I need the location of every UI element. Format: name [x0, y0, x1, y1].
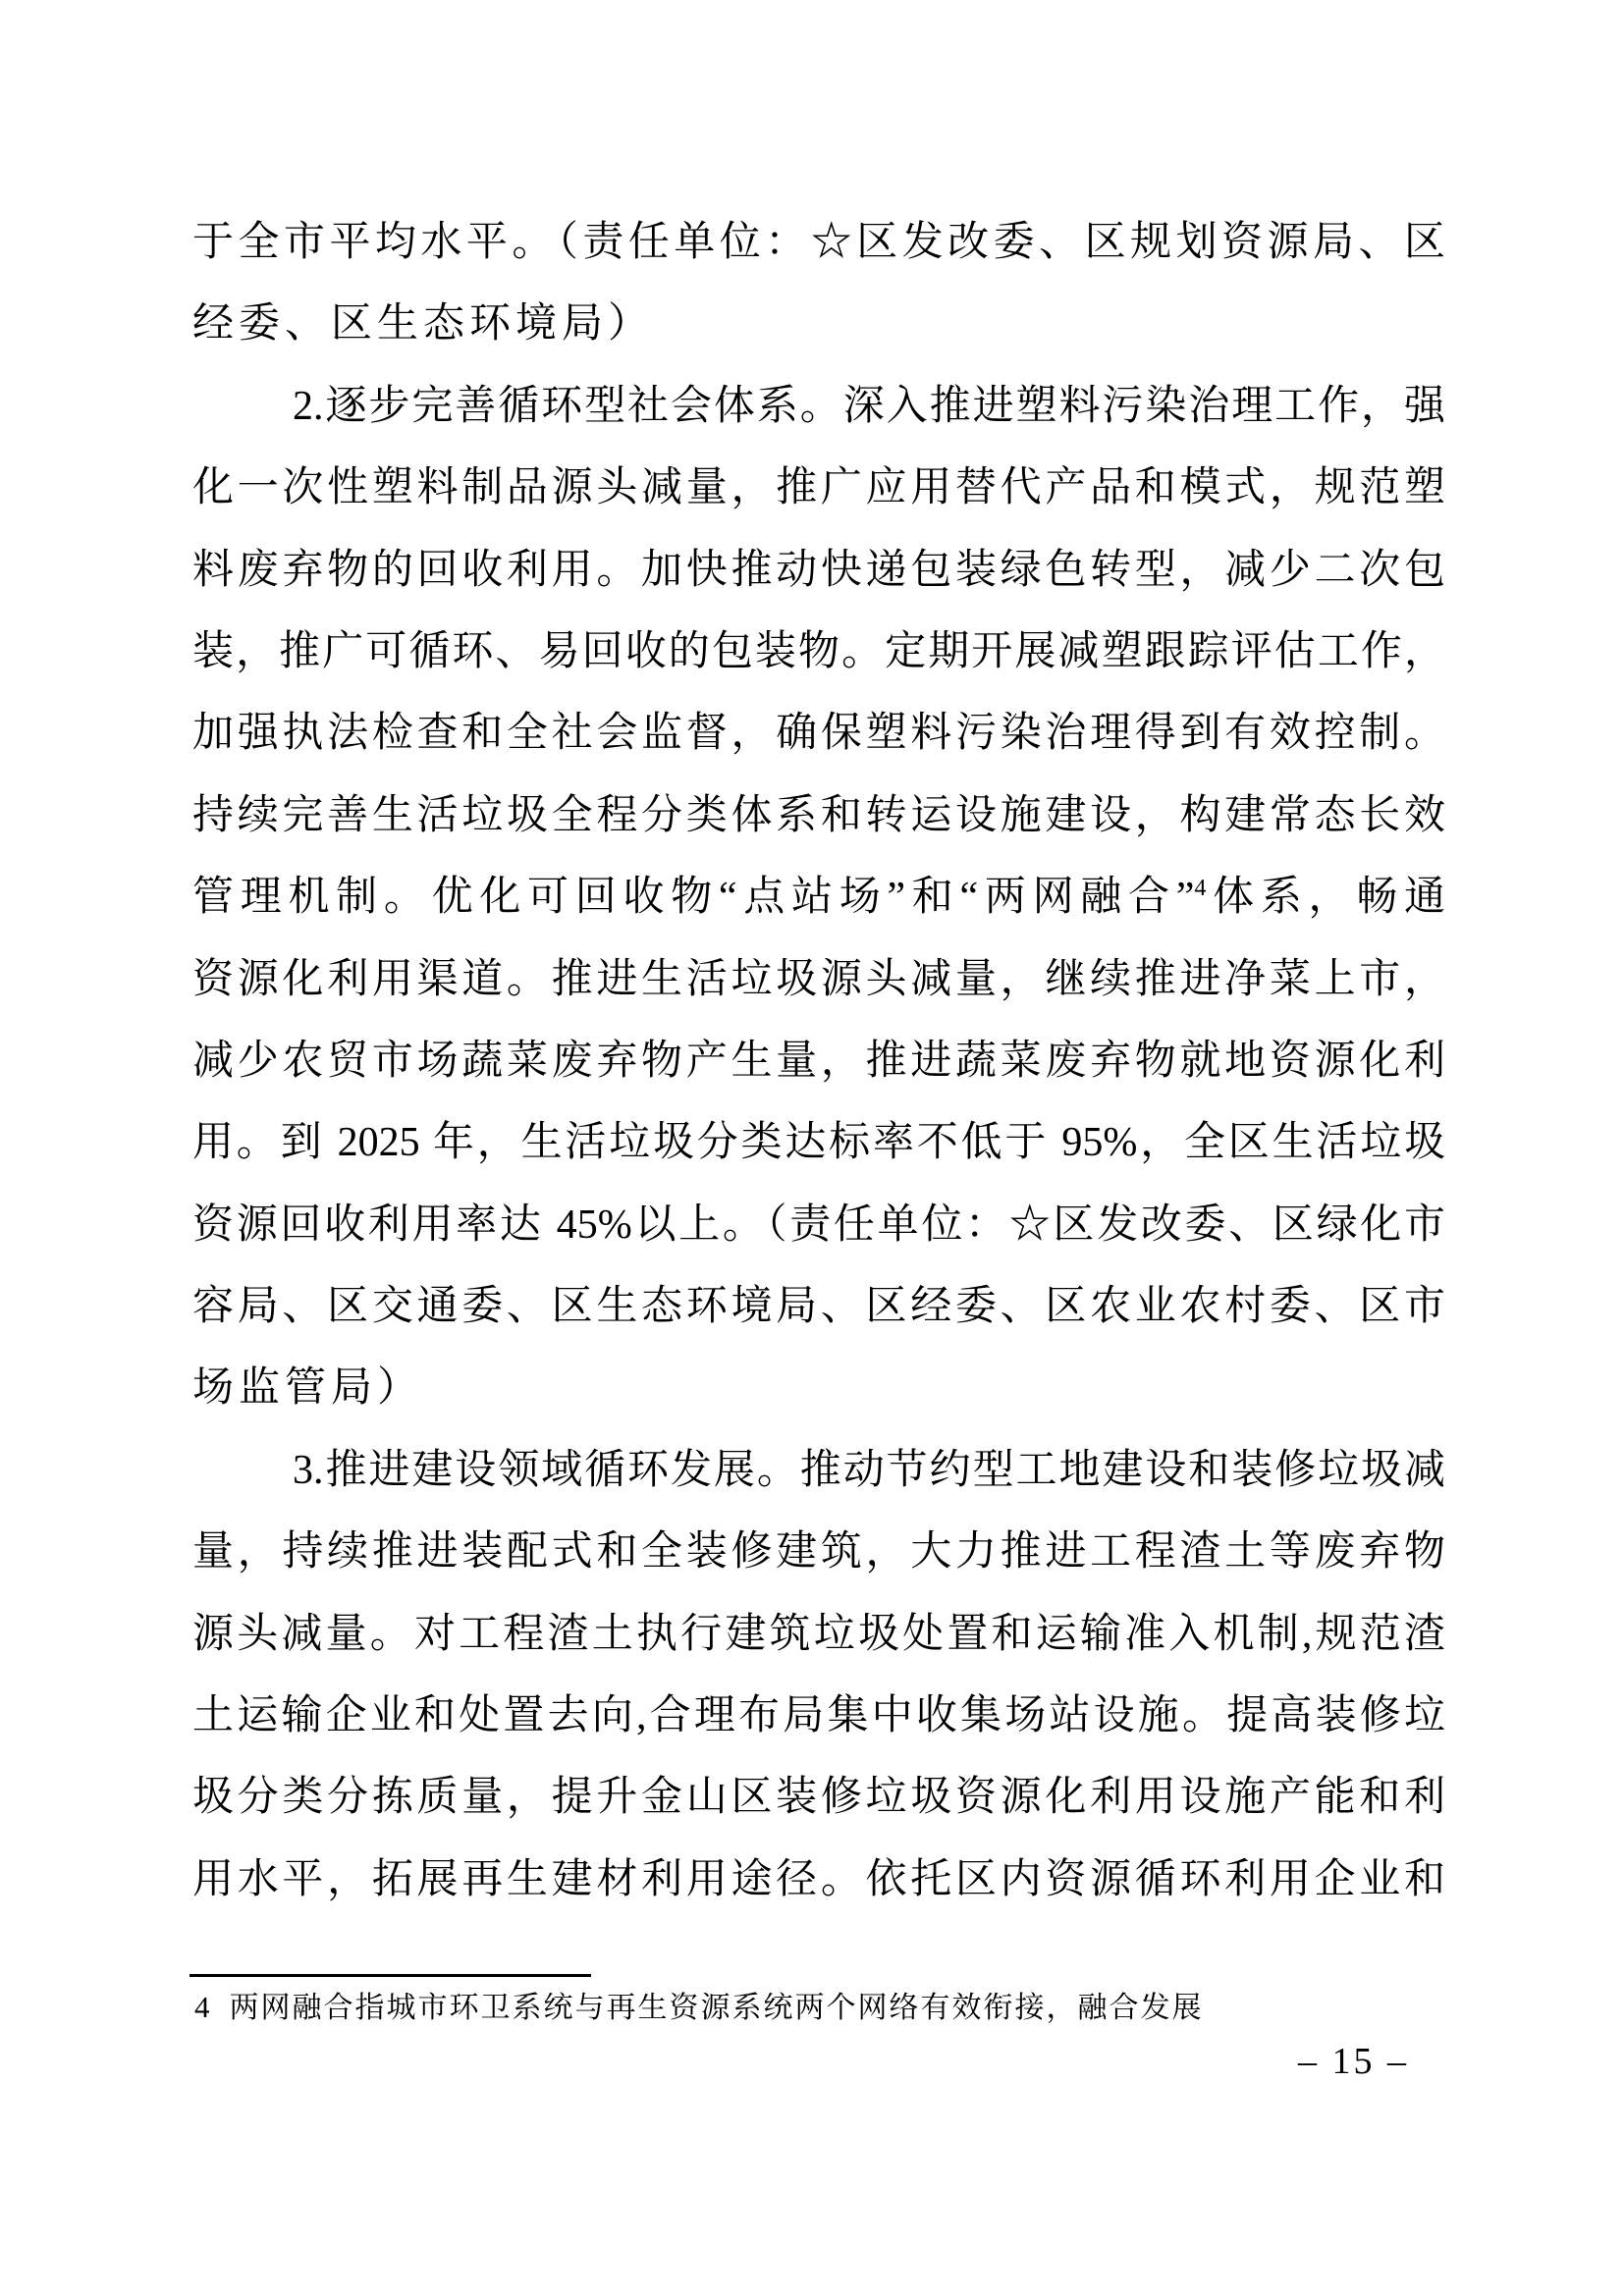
footnote — [194, 1985, 1451, 2031]
body-line: 经委、区生态环境局） — [192, 301, 655, 347]
body-line: 圾分类分拣质量，提升金山区装修垃圾资源化利用设施产能和利 — [192, 1775, 1445, 1821]
page-number: – 15 – — [1298, 2041, 1409, 2082]
body-line: 土运输企业和处置去向,合理布局集中收集场站设施。提高装修垃 — [192, 1693, 1445, 1739]
body-line: 资源化利用渠道。推进生活垃圾源头减量，继续推进净菜上市， — [192, 956, 1445, 1002]
body-line: 加强执法检查和全社会监督，确保塑料污染治理得到有效控制。 — [192, 711, 1445, 757]
body-line: 于全市平均水平。（责任单位：☆区发改委、区规划资源局、区 — [192, 220, 1445, 265]
body-line: 持续完善生活垃圾全程分类体系和转运设施建设，构建常态长效 — [192, 792, 1445, 838]
body-line: 3.推进建设领域循环发展。推动节约型工地建设和装修垃圾减 — [293, 1447, 1445, 1493]
body-line: 装，推广可循环、易回收的包装物。定期开展减塑跟踪评估工作， — [192, 628, 1445, 674]
body-line: 料废弃物的回收利用。加快推动快递包装绿色转型，减少二次包 — [192, 547, 1445, 593]
body-line: 源头减量。对工程渣土执行建筑垃圾处置和运输准入机制,规范渣 — [192, 1611, 1445, 1657]
document-body — [192, 202, 1445, 1921]
footnote-separator — [189, 1974, 591, 1977]
body-line: 场监管局） — [192, 1365, 424, 1412]
footnote-reference: 4 — [1194, 876, 1207, 902]
body-line: 容局、区交通委、区生态环境局、区经委、区农业农村委、区市 — [192, 1284, 1445, 1330]
body-line: 用。到 2025 年，生活垃圾分类达标率不低于 95%，全区生活垃圾 — [192, 1120, 1445, 1166]
body-line: 管理机制。优化可回收物“点站场”和“两网融合”$^4$体系，畅通 — [192, 875, 1445, 921]
body-line: 量，持续推进装配式和全装修建筑，大力推进工程渣土等废弃物 — [192, 1529, 1445, 1575]
body-line: 资源回收利用率达 45%以上。（责任单位：☆区发改委、区绿化市 — [192, 1201, 1445, 1248]
body-line: 减少农贸市场蔬菜废弃物产生量，推进蔬菜废弃物就地资源化利 — [192, 1038, 1445, 1084]
body-line: 用水平，拓展再生建材利用途径。依托区内资源循环利用企业和 — [192, 1856, 1445, 1902]
footnote-marker: 4 — [194, 1990, 212, 2024]
footnote-text: 两网融合指城市环卫系统与再生资源系统两个网络有效衔接，融合发展 — [229, 1992, 1204, 2024]
body-line: 2.逐步完善循环型社会体系。深入推进塑料污染治理工作，强 — [293, 383, 1445, 429]
body-line: 化一次性塑料制品源头减量，推广应用替代产品和模式，规范塑 — [192, 465, 1445, 511]
